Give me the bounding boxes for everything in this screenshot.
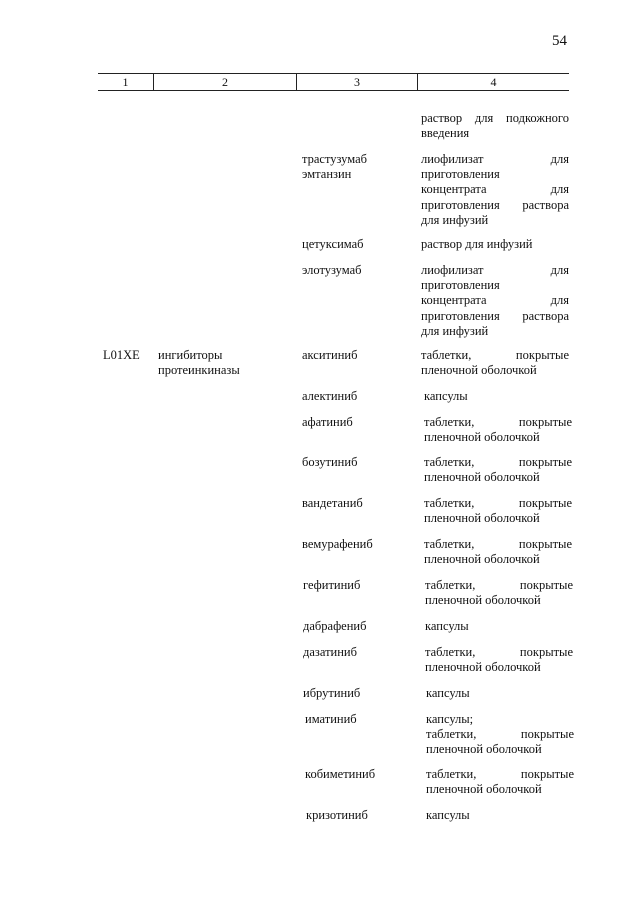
drug-name-line: алектиниб bbox=[302, 389, 358, 403]
drug-name bbox=[305, 767, 417, 782]
dosage-form bbox=[421, 237, 569, 252]
dosage-form-line: для инфузий bbox=[421, 212, 489, 227]
dosage-form-line: таблетки, покрытые bbox=[425, 578, 573, 592]
dosage-form bbox=[424, 455, 572, 485]
dosage-form bbox=[426, 712, 574, 758]
dosage-form-line: концентрата для bbox=[421, 293, 569, 308]
dosage-form-line: для инфузий bbox=[421, 323, 489, 338]
dosage-form bbox=[426, 808, 574, 823]
drug-name-line: гефитиниб bbox=[303, 578, 361, 592]
dosage-form bbox=[421, 348, 569, 378]
drug-name-line: цетуксимаб bbox=[302, 237, 364, 251]
drug-name-line: кризотиниб bbox=[306, 808, 368, 822]
dosage-form-line: таблетки, покрытые bbox=[424, 537, 572, 551]
dosage-form bbox=[424, 389, 572, 404]
drug-name bbox=[303, 578, 415, 593]
drug-name-line: бозутиниб bbox=[302, 455, 358, 469]
drug-name-line: эмтанзин bbox=[302, 167, 352, 182]
atc-code-text: L01XE bbox=[103, 348, 140, 362]
dosage-form-line: пленочной оболочкой bbox=[424, 511, 540, 526]
dosage-form bbox=[426, 686, 574, 701]
group-line: ингибиторы bbox=[158, 348, 223, 362]
dosage-form-line: лиофилизат для bbox=[421, 263, 569, 277]
drug-name bbox=[302, 152, 414, 182]
drug-name bbox=[302, 455, 414, 470]
dosage-form-line: пленочной оболочкой bbox=[421, 363, 537, 378]
atc-code bbox=[103, 348, 153, 363]
drug-name bbox=[303, 619, 415, 634]
drug-name bbox=[303, 686, 415, 701]
dosage-form bbox=[426, 767, 574, 797]
dosage-form-line: раствор для инфузий bbox=[421, 237, 533, 251]
dosage-form-line: таблетки, покрытые bbox=[421, 348, 569, 362]
drug-name bbox=[305, 712, 417, 727]
drug-name-line: ибрутиниб bbox=[303, 686, 361, 700]
dosage-form-line: приготовления bbox=[421, 278, 500, 293]
drug-name bbox=[302, 415, 414, 430]
dosage-form-line: приготовления раствора bbox=[421, 197, 569, 212]
drug-name-line: афатиниб bbox=[302, 415, 353, 429]
dosage-form-line: капсулы bbox=[425, 619, 469, 633]
drug-name bbox=[302, 237, 414, 252]
drug-name-line: акситиниб bbox=[302, 348, 358, 362]
pharmacological-group bbox=[158, 348, 293, 378]
dosage-form-line: раствор для подкожного bbox=[421, 111, 569, 125]
drug-name-line: элотузумаб bbox=[302, 263, 362, 277]
dosage-form bbox=[425, 645, 573, 675]
drug-name bbox=[302, 389, 414, 404]
drug-name-line: вандетаниб bbox=[302, 496, 363, 510]
dosage-form bbox=[424, 537, 572, 567]
dosage-form-line: концентрата для bbox=[421, 182, 569, 197]
dosage-form-line: приготовления bbox=[421, 167, 500, 182]
drug-name-line: кобиметиниб bbox=[305, 767, 376, 781]
dosage-form-line: капсулы; bbox=[426, 712, 474, 726]
dosage-form-line: пленочной оболочкой bbox=[425, 660, 541, 675]
dosage-form-line: таблетки, покрытые bbox=[425, 645, 573, 659]
drug-name bbox=[302, 537, 414, 552]
header-col-4: 4 bbox=[490, 75, 497, 89]
dosage-form bbox=[421, 152, 569, 228]
dosage-form bbox=[425, 578, 573, 608]
drug-name-line: иматиниб bbox=[305, 712, 357, 726]
dosage-form bbox=[424, 415, 572, 445]
drug-name bbox=[303, 645, 415, 660]
dosage-form-line: пленочной оболочкой bbox=[424, 430, 540, 445]
dosage-form-line: капсулы bbox=[426, 686, 470, 700]
header-col-1: 1 bbox=[98, 74, 154, 90]
dosage-form-line: таблетки, покрытые bbox=[424, 455, 572, 469]
page-number: 54 bbox=[552, 33, 567, 49]
dosage-form-line: пленочной оболочкой bbox=[425, 593, 541, 608]
header-col-3: 3 bbox=[297, 74, 418, 90]
dosage-form-line: пленочной оболочкой bbox=[426, 742, 542, 757]
drug-name bbox=[302, 263, 414, 278]
dosage-form-line: введения bbox=[421, 126, 470, 141]
group-line: протеинкиназы bbox=[158, 363, 240, 378]
drug-name-line: дабрафениб bbox=[303, 619, 367, 633]
dosage-form-line: пленочной оболочкой bbox=[426, 782, 542, 797]
dosage-form bbox=[421, 263, 569, 339]
drug-name bbox=[302, 496, 414, 511]
header-col-2: 2 bbox=[154, 74, 297, 90]
dosage-form-line: таблетки, покрытые bbox=[426, 727, 574, 742]
drug-name-line: вемурафениб bbox=[302, 537, 373, 551]
dosage-form-line: таблетки, покрытые bbox=[424, 496, 572, 510]
dosage-form-line: таблетки, покрытые bbox=[426, 767, 574, 781]
dosage-form-line: капсулы bbox=[424, 389, 468, 403]
dosage-form bbox=[421, 111, 569, 141]
dosage-form-line: таблетки, покрытые bbox=[424, 415, 572, 429]
dosage-form-line: пленочной оболочкой bbox=[424, 470, 540, 485]
dosage-form bbox=[424, 496, 572, 526]
drug-name bbox=[302, 348, 414, 363]
dosage-form-line: капсулы bbox=[426, 808, 470, 822]
drug-name-line: трастузумаб bbox=[302, 152, 368, 166]
dosage-form-line: пленочной оболочкой bbox=[424, 552, 540, 567]
dosage-form bbox=[425, 619, 573, 634]
dosage-form-line: лиофилизат для bbox=[421, 152, 569, 166]
dosage-form-line: приготовления раствора bbox=[421, 308, 569, 323]
drug-name bbox=[306, 808, 418, 823]
drug-name-line: дазатиниб bbox=[303, 645, 357, 659]
